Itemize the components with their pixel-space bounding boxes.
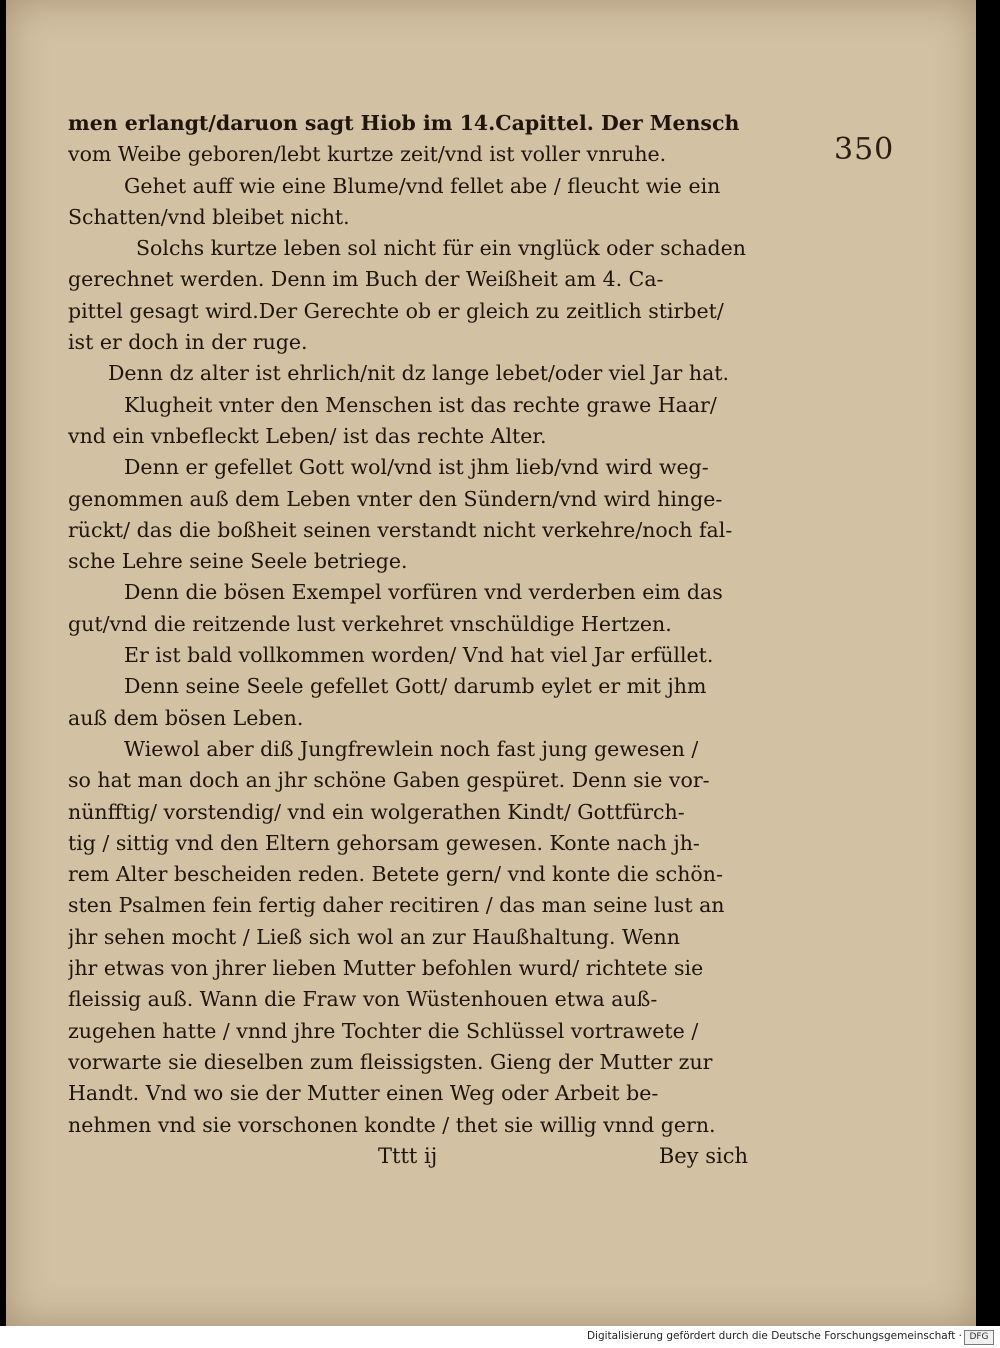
text-line: sten Psalmen fein fertig daher recitiren / das man seine lust an [68,893,725,918]
text-line: so hat man doch an jhr schöne Gaben gespüret. Denn sie vor- [68,768,710,793]
text-line: Solchs kurtze leben sol nicht für ein vnglück oder schaden [136,236,746,261]
body-text [68,108,748,1141]
text-line: Wiewol aber diß Jungfrewlein noch fast jung gewesen / [124,736,699,761]
text-line: sche Lehre seine Seele betriege. [68,549,408,574]
text-line: tig / sittig vnd den Eltern gehorsam gewesen. Konte nach jh- [68,830,700,855]
catchword: Bey sich [658,1144,748,1168]
text-line: Schatten/vnd bleibet nicht. [68,204,350,229]
text-line: Denn er gefellet Gott wol/vnd ist jhm lieb/vnd wird weg- [124,455,709,480]
text-line: gerechnet werden. Denn im Buch der Weißheit am 4. Ca- [68,267,664,292]
dfg-logo-icon: DFG [964,1330,994,1345]
text-line: genommen auß dem Leben vnter den Sündern/vnd wird hinge- [68,486,723,511]
text-line: vnd ein vnbefleckt Leben/ ist das rechte Alter. [68,423,547,448]
page-number: 350 [834,132,895,167]
text-line: auß dem bösen Leben. [68,705,304,730]
text-line: zugehen hatte / vnnd jhre Tochter die Schlüssel vortrawete / [68,1018,699,1043]
text-line: vom Weibe geboren/lebt kurtze zeit/vnd ist voller vnruhe. [68,142,667,167]
text-line: nehmen vnd sie vorschonen kondte / thet sie willig vnnd gern. [68,1112,716,1137]
text-line: jhr sehen mocht / Ließ sich wol an zur Haußhaltung. Wenn [68,924,680,949]
text-line: fleissig auß. Wann die Fraw von Wüstenhouen etwa auß- [68,987,658,1012]
digitization-footer [0,1326,1000,1348]
text-line: men erlangt/daruon sagt Hiob im 14.Capittel. Der Mensch [68,111,740,135]
text-line: gut/vnd die reitzende lust verkehret vnschüldige Hertzen. [68,611,672,636]
text-line: pittel gesagt wird.Der Gerechte ob er gleich zu zeitlich stirbet/ [68,298,724,323]
funding-credit: Digitalisierung gefördert durch die Deutsche Forschungsgemeinschaft · [586,1330,962,1342]
text-line: vorwarte sie dieselben zum fleissigsten. Gieng der Mutter zur [68,1049,713,1074]
text-line: Klugheit vnter den Menschen ist das rechte grawe Haar/ [124,392,717,417]
text-line: nünfftig/ vorstendig/ vnd ein wolgerathen Kindt/ Gottfürch- [68,799,685,824]
text-line: Er ist bald vollkommen worden/ Vnd hat viel Jar erfüllet. [124,643,714,668]
page-foot [68,1140,748,1172]
text-line: Denn dz alter ist ehrlich/nit dz lange lebet/oder viel Jar hat. [108,361,730,386]
scanned-page [6,0,976,1326]
text-line: Gehet auff wie eine Blume/vnd fellet abe / fleucht wie ein [124,173,721,198]
text-line: Handt. Vnd wo sie der Mutter einen Weg oder Arbeit be- [68,1081,659,1106]
text-line: Denn die bösen Exempel vorfüren vnd verderben eim das [124,580,723,605]
text-line: rückt/ das die boßheit seinen verstandt nicht verkehre/noch fal- [68,517,733,542]
signature-mark: Tttt ij [378,1144,438,1168]
text-line: rem Alter bescheiden reden. Betete gern/ vnd konte die schön- [68,862,723,887]
text-line: jhr etwas von jhrer lieben Mutter befohlen wurd/ richtete sie [68,956,704,981]
text-line: Denn seine Seele gefellet Gott/ darumb eylet er mit jhm [124,674,707,699]
text-line: ist er doch in der ruge. [68,330,308,355]
